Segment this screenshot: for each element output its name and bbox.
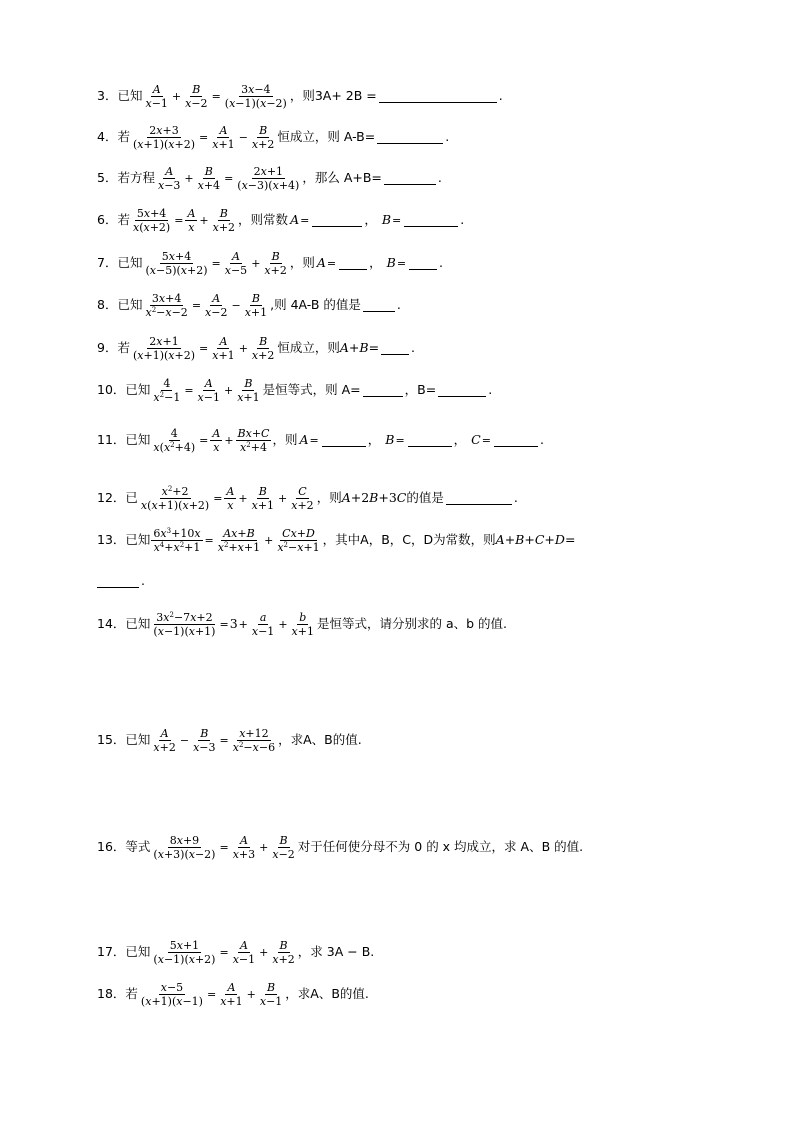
- fraction: $\frac{A}{x}$: [212, 427, 221, 454]
- question-number: 13．: [97, 532, 126, 548]
- fraction: $\frac{A}{x-2}$: [205, 292, 228, 319]
- question-suffix: 是恒等式，请分别求的 a、b 的值.: [316, 616, 507, 632]
- fraction: $\frac{B}{x-2}$: [272, 834, 295, 861]
- question-9: 9． 若 $\frac{2x+1}{(x+1)(x+2)}$ = $\frac{A}{x+1}$ + $\frac{B}{x+2}$ 恒成立，则 A + B = .: [97, 335, 416, 362]
- fraction: $\frac{Bx+C}{x^2+4}$: [237, 427, 270, 454]
- fraction: $\frac{3x+4}{x^2-x-2}$: [145, 292, 188, 319]
- fraction: $\frac{Ax+B}{x^2+x+1}$: [217, 527, 261, 554]
- fraction: $\frac{A}{x+1}$: [212, 124, 235, 151]
- fraction: $\frac{A}{x}$: [187, 207, 196, 234]
- question-suffix: ，求A、B的值.: [278, 732, 362, 748]
- answer-blank-c[interactable]: [494, 434, 538, 447]
- answer-blank-b[interactable]: [438, 384, 486, 397]
- fraction: $\frac{5x+1}{(x-1)(x+2)}$: [153, 939, 216, 966]
- question-suffix: ，则: [272, 432, 298, 448]
- question-mid: ，: [369, 255, 382, 271]
- fraction: $\frac{5x+4}{(x-5)(x+2)}$: [145, 250, 208, 277]
- question-prefix: 若: [117, 340, 130, 356]
- question-prefix: 已: [125, 490, 138, 506]
- fraction: $\frac{A}{x-1}$: [145, 83, 168, 110]
- question-13-continued: [97, 575, 145, 588]
- question-suffix: 对于任何使分母不为 0 的 x 均成立，求 A、B 的值.: [297, 839, 584, 855]
- fraction: $\frac{3x^2-7x+2}{(x-1)(x+1)}$: [153, 611, 216, 638]
- fraction: $\frac{B}{x+4}$: [197, 165, 221, 192]
- question-prefix: 若: [125, 986, 138, 1002]
- question-prefix: 等式: [125, 839, 151, 855]
- question-prefix: 若: [117, 129, 130, 145]
- question-13: 13． 已知 $\frac{6x^3+10x}{x^4+x^2+1}$ = $\frac{Ax+B}{x^2+x+1}$ + $\frac{Cx+D}{x^2-x+1}$ ，其中A，B，C，D为常数，则 A + B + C + D =: [97, 527, 576, 554]
- question-number: 5．: [97, 170, 118, 186]
- fraction: $\frac{8x+9}{(x+3)(x-2)}$: [153, 834, 216, 861]
- question-prefix: 若方程: [117, 170, 155, 186]
- question-end: .: [445, 129, 450, 145]
- fraction: $\frac{5x+4}{x(x+2)}$: [132, 207, 171, 234]
- question-suffix: ,则 4A-B 的值是: [270, 297, 361, 313]
- question-suffix: 是恒等式，则 A=: [262, 382, 361, 398]
- question-3: 3． 已知 $\frac{A}{x-1}$ + $\frac{B}{x-2}$ = $\frac{3x-4}{(x-1)(x-2)}$ ，则3A+ 2B = .: [97, 83, 503, 110]
- question-end: .: [396, 297, 401, 313]
- question-prefix: 若: [117, 212, 130, 228]
- question-number: 7．: [97, 255, 118, 271]
- fraction: $\frac{4}{x^2-1}$: [153, 377, 181, 404]
- question-suffix: 恒成立，则: [277, 340, 340, 356]
- question-suffix: ，则: [289, 255, 315, 271]
- question-18: 18． 若 $\frac{x-5}{(x+1)(x-1)}$ = $\frac{A}{x+1}$ + $\frac{B}{x-1}$ ，求A、B的值.: [97, 981, 369, 1008]
- question-end: .: [498, 88, 503, 104]
- fraction: $\frac{A}{x+1}$: [220, 981, 243, 1008]
- question-end: .: [513, 490, 518, 506]
- question-8: 8． 已知 $\frac{3x+4}{x^2-x-2}$ = $\frac{A}{x-2}$ − $\frac{B}{x+1}$ ,则 4A-B 的值是 .: [97, 292, 401, 319]
- question-prefix: 已知: [125, 732, 151, 748]
- question-prefix: 已知: [125, 616, 151, 632]
- question-prefix: 已知: [125, 532, 151, 548]
- answer-blank[interactable]: [377, 131, 443, 144]
- fraction: $\frac{B}{x+1}$: [244, 292, 268, 319]
- question-prefix: 已知: [117, 255, 143, 271]
- question-prefix: 已知: [125, 432, 151, 448]
- fraction: $\frac{x^2+2}{x(x+1)(x+2)}$: [140, 485, 210, 512]
- fraction: $\frac{B}{x+2}$: [264, 250, 287, 277]
- question-end: .: [141, 573, 145, 589]
- question-end: .: [437, 170, 442, 186]
- answer-blank-b[interactable]: [409, 257, 437, 270]
- question-end: .: [539, 432, 544, 448]
- fraction: $\frac{x+12}{x^2-x-6}$: [232, 727, 276, 754]
- fraction: $\frac{B}{x-2}$: [185, 83, 208, 110]
- fraction: $\frac{A}{x}$: [226, 485, 235, 512]
- question-suffix: ，求 3A − B.: [297, 944, 375, 960]
- question-number: 18．: [97, 986, 126, 1002]
- fraction: $\frac{B}{x+1}$: [251, 485, 275, 512]
- fraction: $\frac{A}{x-1}$: [197, 377, 220, 404]
- question-10: 10． 已知 $\frac{4}{x^2-1}$ = $\frac{A}{x-1}$ + $\frac{B}{x+1}$ 是恒等式，则 A= ，B= .: [97, 377, 493, 404]
- question-7: 7． 已知 $\frac{5x+4}{(x-5)(x+2)}$ = $\frac{A}{x-5}$ + $\frac{B}{x+2}$ ，则 A = ， B = .: [97, 250, 444, 277]
- question-suffix: ，则: [316, 490, 342, 506]
- question-number: 6．: [97, 212, 118, 228]
- answer-blank-a[interactable]: [322, 434, 366, 447]
- fraction: $\frac{A}{x-3}$: [157, 165, 181, 192]
- fraction: $\frac{a}{x-1}$: [251, 611, 275, 638]
- question-number: 14．: [97, 616, 126, 632]
- answer-blank-a[interactable]: [363, 384, 403, 397]
- fraction: $\frac{A}{x+3}$: [232, 834, 256, 861]
- question-number: 10．: [97, 382, 126, 398]
- fraction: $\frac{B}{x-3}$: [193, 727, 216, 754]
- fraction: $\frac{2x+1}{(x+1)(x+2)}$: [132, 335, 196, 362]
- question-suffix: ，那么 A+B=: [302, 170, 382, 186]
- fraction: $\frac{2x+3}{(x+1)(x+2)}$: [132, 124, 196, 151]
- fraction: $\frac{B}{x+2}$: [251, 335, 275, 362]
- fraction: $\frac{A}{x+1}$: [212, 335, 235, 362]
- question-prefix: 已知: [117, 88, 143, 104]
- question-prefix: 已知: [125, 944, 151, 960]
- fraction: $\frac{B}{x+2}$: [272, 939, 295, 966]
- fraction: $\frac{B}{x+1}$: [237, 377, 260, 404]
- question-14: 14． 已知 $\frac{3x^2-7x+2}{(x-1)(x+1)}$ = 3 + $\frac{a}{x-1}$ + $\frac{b}{x+1}$ 是恒等式，请分别求的 a、b 的值.: [97, 611, 507, 638]
- fraction: $\frac{4}{x(x^2+4)}$: [153, 427, 196, 454]
- question-number: 9．: [97, 340, 118, 356]
- answer-blank[interactable]: [97, 575, 139, 588]
- question-6: 6． 若 $\frac{5x+4}{x(x+2)}$ = $\frac{A}{x}$ + $\frac{B}{x+2}$ ，则常数 A = ， B = .: [97, 207, 465, 234]
- fraction: $\frac{6x^3+10x}{x^4+x^2+1}$: [153, 527, 201, 554]
- fraction: $\frac{A}{x-5}$: [224, 250, 248, 277]
- answer-blank[interactable]: [379, 90, 497, 103]
- question-end: .: [439, 255, 444, 271]
- question-suffix: ，求A、B的值.: [285, 986, 369, 1002]
- question-prefix: 已知: [125, 382, 151, 398]
- question-mid: ，: [364, 212, 377, 228]
- fraction: $\frac{C}{x+2}$: [291, 485, 314, 512]
- question-16: 16． 等式 $\frac{8x+9}{(x+3)(x-2)}$ = $\frac{A}{x+3}$ + $\frac{B}{x-2}$ 对于任何使分母不为 0 的 x 均成立，求 A、B 的值.: [97, 834, 584, 861]
- question-number: 8．: [97, 297, 118, 313]
- question-15: 15． 已知 $\frac{A}{x+2}$ − $\frac{B}{x-3}$ = $\frac{x+12}{x^2-x-6}$ ，求A、B的值.: [97, 727, 362, 754]
- question-suffix: ，则常数: [238, 212, 289, 228]
- fraction: $\frac{A}{x-1}$: [232, 939, 256, 966]
- fraction: $\frac{3x-4}{(x-1)(x-2)}$: [224, 83, 287, 110]
- question-tail: 的值是: [406, 490, 444, 506]
- answer-blank-b[interactable]: [408, 434, 452, 447]
- fraction: $\frac{B}{x+2}$: [212, 207, 236, 234]
- fraction: $\frac{B}{x+2}$: [251, 124, 275, 151]
- question-5: 5． 若方程 $\frac{A}{x-3}$ + $\frac{B}{x+4}$ = $\frac{2x+1}{(x-3)(x+4)}$ ，那么 A+B= .: [97, 165, 442, 192]
- fraction: $\frac{x-5}{(x+1)(x-1)}$: [140, 981, 203, 1008]
- question-suffix: ，则3A+ 2B =: [289, 88, 377, 104]
- question-number: 3．: [97, 88, 118, 104]
- question-12: 12． 已 $\frac{x^2+2}{x(x+1)(x+2)}$ = $\frac{A}{x}$ + $\frac{B}{x+1}$ + $\frac{C}{x+2}$ ，则 A +2 B +3 C 的值是 .: [97, 485, 518, 512]
- question-11: 11． 已知 $\frac{4}{x(x^2+4)}$ = $\frac{A}{x}$ + $\frac{Bx+C}{x^2+4}$ ，则 A = ， B = ， C = .: [97, 427, 544, 454]
- question-17: 17． 已知 $\frac{5x+1}{(x-1)(x+2)}$ = $\frac{A}{x-1}$ + $\frac{B}{x+2}$ ，求 3A − B.: [97, 939, 375, 966]
- answer-blank-a[interactable]: [339, 257, 367, 270]
- question-number: 16．: [97, 839, 126, 855]
- question-suffix: 恒成立，则 A-B=: [277, 129, 376, 145]
- answer-blank-b[interactable]: [404, 214, 458, 227]
- answer-blank[interactable]: [384, 172, 436, 185]
- question-number: 12．: [97, 490, 126, 506]
- question-end: .: [460, 212, 465, 228]
- question-end: .: [488, 382, 493, 398]
- question-number: 15．: [97, 732, 126, 748]
- answer-blank[interactable]: [446, 492, 512, 505]
- fraction: $\frac{2x+1}{(x-3)(x+4)}$: [237, 165, 300, 192]
- question-prefix: 已知: [117, 297, 143, 313]
- answer-blank-a[interactable]: [312, 214, 362, 227]
- question-end: .: [411, 340, 416, 356]
- fraction: $\frac{B}{x-1}$: [259, 981, 283, 1008]
- question-number: 11．: [97, 432, 126, 448]
- fraction: $\frac{b}{x+1}$: [291, 611, 314, 638]
- question-number: 17．: [97, 944, 126, 960]
- question-mid: ，B=: [404, 382, 437, 398]
- question-4: 4． 若 $\frac{2x+3}{(x+1)(x+2)}$ = $\frac{A}{x+1}$ − $\frac{B}{x+2}$ 恒成立，则 A-B= .: [97, 124, 450, 151]
- fraction: $\frac{Cx+D}{x^2-x+1}$: [277, 527, 320, 554]
- answer-blank[interactable]: [363, 299, 395, 312]
- fraction: $\frac{A}{x+2}$: [153, 727, 176, 754]
- answer-blank[interactable]: [381, 342, 409, 355]
- question-number: 4．: [97, 129, 118, 145]
- question-suffix: ，其中A，B，C，D为常数，则: [322, 532, 496, 548]
